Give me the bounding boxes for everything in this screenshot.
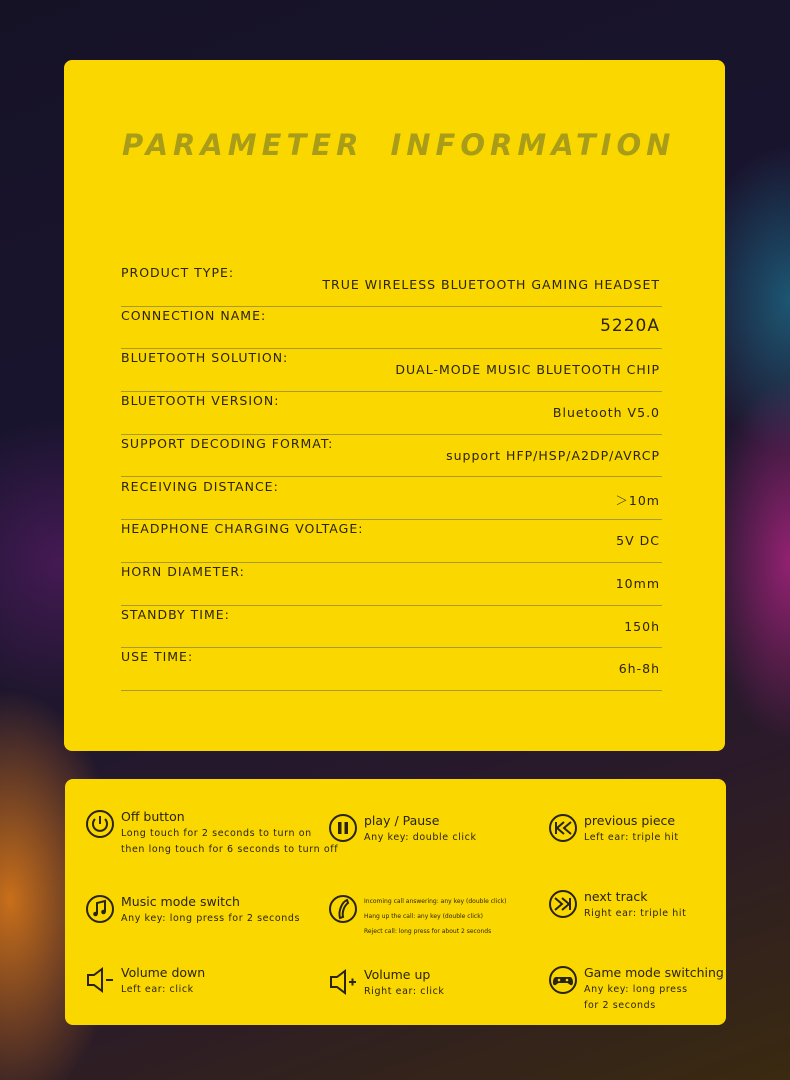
control-title: Volume down	[121, 965, 206, 980]
control-description: Right ear: click	[364, 986, 445, 997]
control-description: Left ear: click	[121, 984, 194, 995]
control-title: Volume up	[364, 967, 431, 982]
param-row	[121, 391, 662, 435]
control-item	[85, 894, 300, 926]
param-label: USE TIME:	[121, 649, 194, 665]
pause-icon	[328, 813, 358, 843]
control-title: Game mode switching	[584, 965, 724, 980]
page-title: PARAMETER INFORMATION	[122, 128, 676, 162]
param-label: PRODUCT TYPE:	[121, 265, 235, 280]
control-item	[328, 813, 477, 845]
control-description: Long touch for 2 seconds to turn on	[121, 828, 312, 839]
param-value: 5V DC	[616, 533, 660, 549]
param-row	[121, 306, 662, 350]
control-description: Any key: double click	[364, 832, 477, 843]
param-label: STANDBY TIME:	[121, 606, 230, 622]
param-value: TRUE WIRELESS BLUETOOTH GAMING HEADSET	[322, 277, 660, 292]
control-description: Left ear: triple hit	[584, 832, 679, 843]
param-label: HORN DIAMETER:	[121, 563, 245, 579]
param-value: DUAL-MODE MUSIC BLUETOOTH CHIP	[395, 362, 660, 378]
control-item	[328, 894, 506, 939]
param-row	[121, 647, 662, 691]
param-label: RECEIVING DISTANCE:	[121, 478, 279, 494]
control-description: Any key: long press	[584, 984, 688, 995]
control-item	[328, 967, 445, 999]
param-row	[121, 477, 662, 521]
control-description: Hang up the call: any key (double click)	[364, 913, 484, 920]
param-row	[121, 348, 662, 392]
control-item	[548, 813, 679, 845]
control-description: Any key: long press for 2 seconds	[121, 913, 301, 924]
power-icon	[85, 809, 115, 839]
param-value: 5220A	[600, 315, 660, 336]
previous-icon	[548, 813, 578, 843]
param-value: 6h-8h	[618, 661, 660, 677]
param-row	[121, 519, 662, 563]
param-row	[121, 605, 662, 649]
param-label: HEADPHONE CHARGING VOLTAGE:	[121, 521, 364, 537]
param-value: 10mm	[615, 575, 660, 591]
next-icon	[548, 889, 578, 919]
control-description: Reject call: long press for about 2 seconds	[364, 928, 492, 935]
param-row	[121, 263, 662, 307]
controls-panel	[65, 779, 726, 1025]
volume-down-icon	[85, 965, 115, 995]
volume-up-icon	[328, 967, 358, 997]
control-title: next track	[584, 889, 648, 904]
control-item	[85, 965, 205, 997]
param-value: ＞10m	[615, 492, 660, 508]
control-item	[548, 889, 686, 921]
param-label: SUPPORT DECODING FORMAT:	[121, 435, 334, 451]
param-value: support HFP/HSP/A2DP/AVRCP	[446, 447, 660, 463]
control-description: Incoming call answering: any key (double click)	[364, 898, 507, 905]
param-label: BLUETOOTH SOLUTION:	[121, 350, 289, 366]
param-value: 150h	[624, 618, 660, 634]
parameter-panel	[64, 60, 725, 751]
control-description: then long touch for 6 seconds to turn off	[121, 844, 339, 855]
control-title: Music mode switch	[121, 894, 240, 909]
control-title: play / Pause	[364, 813, 440, 828]
control-description: for 2 seconds	[584, 1000, 656, 1011]
control-item	[548, 965, 724, 1013]
param-value: Bluetooth V5.0	[552, 405, 660, 421]
gamepad-icon	[548, 965, 578, 995]
phone-icon	[328, 894, 358, 924]
param-row	[121, 434, 662, 478]
control-description: Right ear: triple hit	[584, 908, 687, 919]
param-row	[121, 562, 662, 606]
control-title: Off button	[121, 809, 185, 824]
control-title: previous piece	[584, 813, 676, 828]
music-note-icon	[85, 894, 115, 924]
param-label: BLUETOOTH VERSION:	[121, 393, 280, 409]
control-item	[85, 809, 338, 857]
param-label: CONNECTION NAME:	[121, 307, 267, 323]
